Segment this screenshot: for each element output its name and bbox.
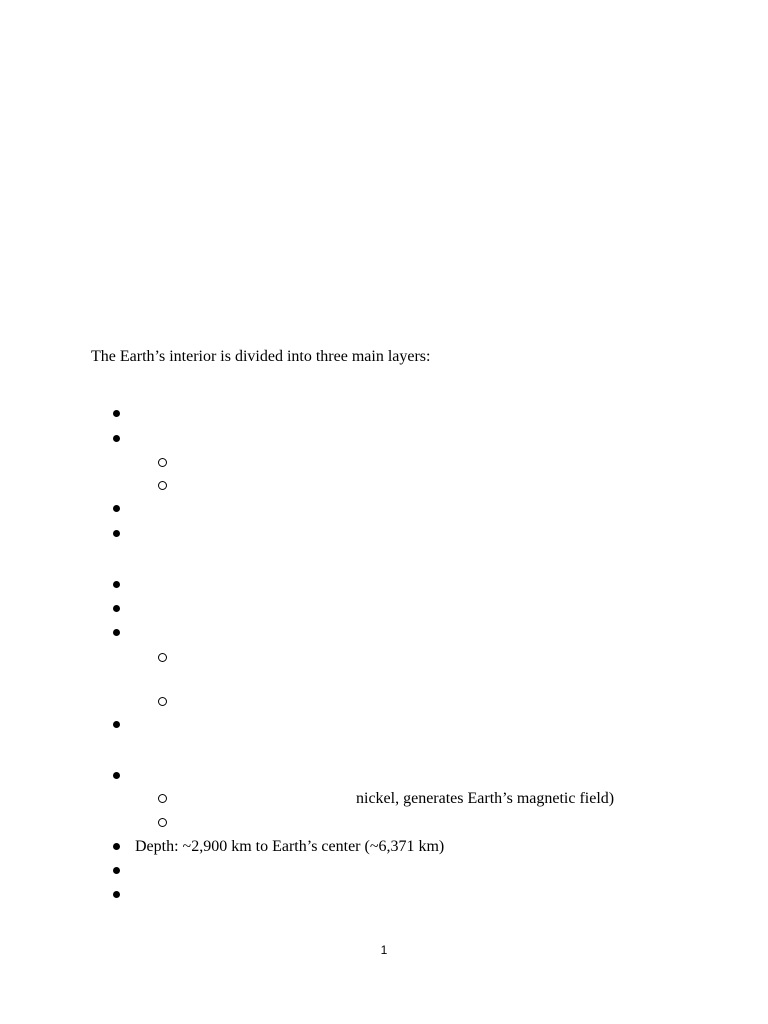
sub-list-item	[0, 647, 768, 669]
sub-list-item	[0, 691, 768, 713]
list-item	[0, 714, 768, 736]
list-item	[0, 403, 768, 425]
sub-list-item	[0, 475, 768, 497]
hollow-bullet-icon	[158, 481, 167, 490]
sub-list-item	[0, 788, 768, 810]
bullet-icon	[113, 772, 120, 779]
page-number: 1	[380, 943, 388, 957]
hollow-bullet-icon	[158, 697, 167, 706]
sub-list-item	[0, 452, 768, 474]
list-item	[0, 428, 768, 450]
list-item	[0, 622, 768, 644]
list-item	[0, 836, 768, 858]
hollow-bullet-icon	[158, 458, 167, 467]
bullet-icon	[113, 435, 120, 442]
hollow-bullet-icon	[158, 653, 167, 662]
list-item	[0, 598, 768, 620]
bullet-icon	[113, 505, 120, 512]
list-item	[0, 523, 768, 545]
bullet-icon	[113, 530, 120, 537]
hollow-bullet-icon	[158, 794, 167, 803]
bullet-icon	[113, 410, 120, 417]
bullet-icon	[113, 721, 120, 728]
intro-sentence: The Earth’s interior is divided into three main layers:	[91, 348, 431, 365]
bullet-icon	[113, 605, 120, 612]
list-item	[0, 498, 768, 520]
bullet-icon	[113, 867, 120, 874]
bullet-icon	[113, 843, 120, 850]
list-item	[0, 574, 768, 596]
list-item-text: nickel, generates Earth’s magnetic field)	[356, 790, 615, 807]
sub-list-item	[0, 812, 768, 834]
list-item-text: Depth: ~2,900 km to Earth’s center (~6,371 km)	[135, 838, 445, 855]
bullet-icon	[113, 891, 120, 898]
hollow-bullet-icon	[158, 818, 167, 827]
bullet-icon	[113, 581, 120, 588]
list-item	[0, 765, 768, 787]
bullet-icon	[113, 629, 120, 636]
list-item	[0, 884, 768, 906]
list-item	[0, 860, 768, 882]
